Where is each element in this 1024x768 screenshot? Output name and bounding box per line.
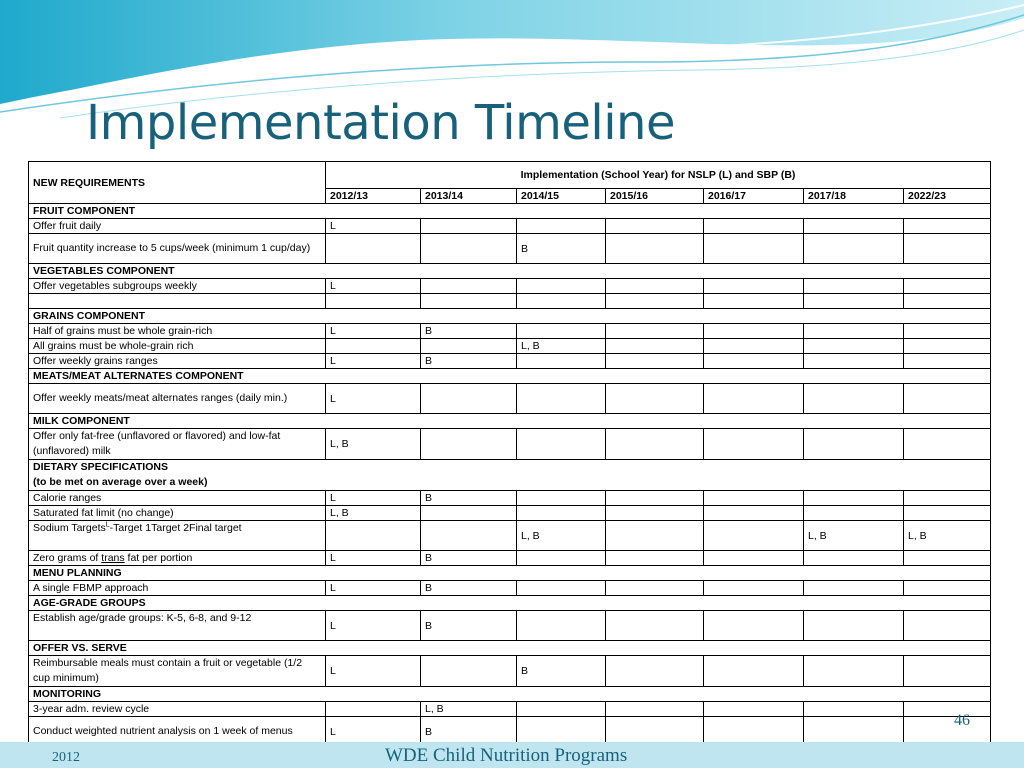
- year-cell: [904, 611, 991, 641]
- year-cell: [606, 702, 704, 717]
- year-cell: [421, 656, 517, 687]
- year-cell: L: [326, 354, 421, 369]
- table-row: [29, 611, 991, 641]
- year-cell: B: [421, 324, 517, 339]
- year-cell: [517, 702, 606, 717]
- footer-year: 2012: [52, 750, 80, 765]
- year-cell: [704, 279, 804, 294]
- year-cell: [606, 354, 704, 369]
- year-cell: L: [326, 279, 421, 294]
- year-cell: B: [421, 551, 517, 566]
- section-heading: [29, 204, 991, 219]
- requirement-text: Conduct weighted nutrient analysis on 1 week of menus: [33, 725, 293, 737]
- requirement-cell: [29, 384, 326, 414]
- requirement-cell: [29, 324, 326, 339]
- year-cell: [517, 611, 606, 641]
- year-cell: [326, 294, 421, 309]
- year-cell: [517, 491, 606, 506]
- year-cell: L: [326, 611, 421, 641]
- year-cell: [704, 324, 804, 339]
- year-cell: [704, 521, 804, 551]
- year-cell: [904, 219, 991, 234]
- year-cell: [517, 324, 606, 339]
- year-cell: L: [326, 656, 421, 687]
- year-cell: [517, 429, 606, 460]
- year-cell: [421, 429, 517, 460]
- year-cell: [517, 581, 606, 596]
- table-row: [29, 581, 991, 596]
- table-row: [29, 656, 991, 687]
- requirement-cell: [29, 702, 326, 717]
- year-cell: [421, 506, 517, 521]
- section-label: GRAINS COMPONENT: [33, 310, 146, 322]
- requirement-text-tail: -Target 1Target 2Final target: [109, 522, 242, 534]
- year-cell: [804, 384, 904, 414]
- year-cell: [517, 294, 606, 309]
- year-cell: [804, 279, 904, 294]
- year-cell: [517, 354, 606, 369]
- year-cell: [904, 551, 991, 566]
- year-cell: [804, 611, 904, 641]
- section-heading: [29, 687, 991, 702]
- requirement-text: Zero grams of: [33, 552, 102, 564]
- year-cell: [606, 521, 704, 551]
- requirement-text: Offer weekly grains ranges: [33, 355, 158, 367]
- year-header: 2017/18: [804, 189, 904, 204]
- table-body: [29, 204, 991, 747]
- section-row: [29, 460, 991, 491]
- section-row: [29, 641, 991, 656]
- section-row: [29, 369, 991, 384]
- table-row: [29, 491, 991, 506]
- year-cell: [326, 339, 421, 354]
- year-cell: [606, 551, 704, 566]
- section-heading: [29, 264, 991, 279]
- table-row: [29, 219, 991, 234]
- page-number: 46: [954, 712, 970, 729]
- year-cell: [704, 551, 804, 566]
- requirement-text: Offer only fat-free (unflavored or flavored) and low-fat (unflavored) milk: [33, 430, 281, 457]
- year-cell: L: [326, 491, 421, 506]
- requirement-text: Offer vegetables subgroups weekly: [33, 280, 197, 292]
- year-cell: [606, 581, 704, 596]
- year-cell: [704, 581, 804, 596]
- year-cell: L: [326, 219, 421, 234]
- year-cell: [704, 611, 804, 641]
- table-row: [29, 234, 991, 264]
- year-cell: [904, 354, 991, 369]
- table-row: [29, 506, 991, 521]
- year-cell: [904, 294, 991, 309]
- table-row: [29, 324, 991, 339]
- year-cell: [804, 219, 904, 234]
- requirement-text: Offer weekly meats/meat alternates ranges (daily min.): [33, 392, 288, 404]
- table-row: [29, 429, 991, 460]
- section-sublabel: (to be met on average over a week): [33, 476, 208, 488]
- requirement-text-tail: fat per portion: [124, 552, 193, 564]
- section-row: [29, 596, 991, 611]
- year-cell: [804, 324, 904, 339]
- section-row: [29, 309, 991, 324]
- year-cell: [517, 506, 606, 521]
- requirement-text: Calorie ranges: [33, 492, 102, 504]
- section-label: AGE-GRADE GROUPS: [33, 597, 146, 609]
- requirement-cell: [29, 581, 326, 596]
- year-cell: [517, 219, 606, 234]
- section-heading: [29, 460, 991, 491]
- section-heading: [29, 369, 991, 384]
- requirement-text: 3-year adm. review cycle: [33, 703, 150, 715]
- requirement-cell: [29, 339, 326, 354]
- requirement-text: Saturated fat limit (no change): [33, 507, 174, 519]
- year-cell: [606, 429, 704, 460]
- requirement-italic-term: trans: [101, 552, 125, 564]
- year-cell: [606, 294, 704, 309]
- requirement-text: Reimbursable meals must contain a fruit or vegetable (1/2 cup minimum): [33, 657, 303, 684]
- requirement-text: A single FBMP approach: [33, 582, 149, 594]
- requirement-cell: [29, 551, 326, 566]
- section-heading: [29, 596, 991, 611]
- year-cell: [704, 702, 804, 717]
- year-cell: [904, 429, 991, 460]
- year-cell: [704, 429, 804, 460]
- year-cell: [421, 294, 517, 309]
- year-cell: [904, 324, 991, 339]
- section-label: DIETARY SPECIFICATIONS: [33, 461, 168, 473]
- table-row: [29, 702, 991, 717]
- table-header: [29, 162, 991, 204]
- section-heading: [29, 641, 991, 656]
- year-cell: [904, 234, 991, 264]
- year-cell: [804, 656, 904, 687]
- year-cell: [606, 339, 704, 354]
- year-header: 2016/17: [704, 189, 804, 204]
- requirement-cell: [29, 656, 326, 687]
- requirement-cell: [29, 506, 326, 521]
- year-cell: [421, 219, 517, 234]
- year-cell: L: [326, 717, 421, 747]
- year-cell: L, B: [326, 506, 421, 521]
- table-row: [29, 339, 991, 354]
- year-cell: [804, 506, 904, 521]
- section-heading: [29, 309, 991, 324]
- requirement-cell: [29, 429, 326, 460]
- year-cell: [421, 234, 517, 264]
- section-row: [29, 204, 991, 219]
- table-row: [29, 551, 991, 566]
- table-row: [29, 294, 991, 309]
- year-cell: [606, 506, 704, 521]
- footer-organization: WDE Child Nutrition Programs: [385, 745, 628, 766]
- year-header: 2015/16: [606, 189, 704, 204]
- year-cell: L: [326, 324, 421, 339]
- slide-title: Implementation Timeline: [86, 95, 675, 151]
- year-cell: [517, 384, 606, 414]
- year-cell: [421, 279, 517, 294]
- section-row: [29, 414, 991, 429]
- requirement-text: Fruit quantity increase to 5 cups/week (minimum 1 cup/day): [33, 242, 311, 254]
- year-cell: [704, 384, 804, 414]
- year-cell: [326, 521, 421, 551]
- year-cell: [326, 702, 421, 717]
- requirement-cell: [29, 611, 326, 641]
- section-heading: [29, 414, 991, 429]
- section-row: [29, 687, 991, 702]
- year-cell: L: [326, 384, 421, 414]
- year-cell: B: [421, 354, 517, 369]
- year-cell: [804, 294, 904, 309]
- section-label: MENU PLANNING: [33, 567, 122, 579]
- year-cell: L: [326, 581, 421, 596]
- requirement-cell: [29, 234, 326, 264]
- requirement-cell: [29, 294, 326, 309]
- section-label: VEGETABLES COMPONENT: [33, 265, 175, 277]
- requirement-cell: [29, 354, 326, 369]
- year-cell: [804, 551, 904, 566]
- section-row: [29, 566, 991, 581]
- section-row: [29, 264, 991, 279]
- year-cell: [904, 339, 991, 354]
- year-cell: B: [517, 656, 606, 687]
- year-cell: [704, 491, 804, 506]
- year-cell: L, B: [517, 521, 606, 551]
- year-cell: [804, 581, 904, 596]
- year-cell: L: [326, 551, 421, 566]
- section-label: MILK COMPONENT: [33, 415, 130, 427]
- year-header: 2014/15: [517, 189, 606, 204]
- year-cell: [606, 279, 704, 294]
- year-cell: [704, 219, 804, 234]
- table-row: [29, 279, 991, 294]
- year-cell: [704, 234, 804, 264]
- year-cell: [904, 581, 991, 596]
- year-cell: [606, 234, 704, 264]
- year-cell: [904, 491, 991, 506]
- section-heading: [29, 566, 991, 581]
- year-cell: [804, 702, 904, 717]
- requirement-text: Sodium Targets: [33, 522, 106, 534]
- requirement-cell: [29, 279, 326, 294]
- year-cell: [421, 339, 517, 354]
- requirement-text: Establish age/grade groups: K-5, 6-8, and 9-12: [33, 612, 252, 624]
- year-cell: [704, 506, 804, 521]
- implementation-timeline-table: [28, 161, 991, 747]
- year-cell: L, B: [517, 339, 606, 354]
- table-row: [29, 354, 991, 369]
- year-cell: [421, 384, 517, 414]
- year-header: 2012/13: [326, 189, 421, 204]
- year-cell: [904, 384, 991, 414]
- year-cell: [606, 219, 704, 234]
- section-label: MONITORING: [33, 688, 102, 700]
- year-cell: B: [421, 611, 517, 641]
- requirement-text: All grains must be whole-grain rich: [33, 340, 194, 352]
- section-label: OFFER VS. SERVE: [33, 642, 127, 654]
- year-cell: L, B: [904, 521, 991, 551]
- year-cell: [804, 354, 904, 369]
- year-cell: [606, 491, 704, 506]
- year-header: 2022/23: [904, 189, 991, 204]
- year-cell: [421, 521, 517, 551]
- year-header: 2013/14: [421, 189, 517, 204]
- year-cell: [517, 551, 606, 566]
- year-cell: [804, 429, 904, 460]
- requirement-cell: [29, 219, 326, 234]
- year-cell: L, B: [804, 521, 904, 551]
- year-cell: [904, 702, 991, 717]
- year-cell: [606, 656, 704, 687]
- year-cell: [904, 506, 991, 521]
- year-cell: B: [517, 234, 606, 264]
- year-cell: [326, 234, 421, 264]
- year-cell: [904, 279, 991, 294]
- year-cell: L, B: [421, 702, 517, 717]
- year-cell: [606, 324, 704, 339]
- year-cell: L, B: [326, 429, 421, 460]
- requirements-header: NEW REQUIREMENTS: [29, 162, 326, 204]
- requirement-text: Offer fruit daily: [33, 220, 102, 232]
- year-cell: B: [421, 581, 517, 596]
- year-cell: [606, 384, 704, 414]
- implementation-header: Implementation (School Year) for NSLP (L) and SBP (B): [326, 162, 991, 189]
- year-cell: [517, 279, 606, 294]
- year-cell: [804, 234, 904, 264]
- year-cell: [804, 339, 904, 354]
- table-row: [29, 384, 991, 414]
- section-label: MEATS/MEAT ALTERNATES COMPONENT: [33, 370, 244, 382]
- year-cell: B: [421, 491, 517, 506]
- table-row: [29, 521, 991, 551]
- section-label: FRUIT COMPONENT: [33, 205, 136, 217]
- year-cell: [704, 339, 804, 354]
- year-cell: [804, 491, 904, 506]
- year-cell: [704, 354, 804, 369]
- requirement-cell: [29, 521, 326, 551]
- year-cell: [704, 656, 804, 687]
- year-cell: B: [421, 717, 517, 747]
- requirement-cell: [29, 491, 326, 506]
- year-cell: [904, 656, 991, 687]
- year-cell: [704, 294, 804, 309]
- requirement-text: Half of grains must be whole grain-rich: [33, 325, 213, 337]
- year-cell: [606, 611, 704, 641]
- requirement-superscript: L: [105, 521, 110, 529]
